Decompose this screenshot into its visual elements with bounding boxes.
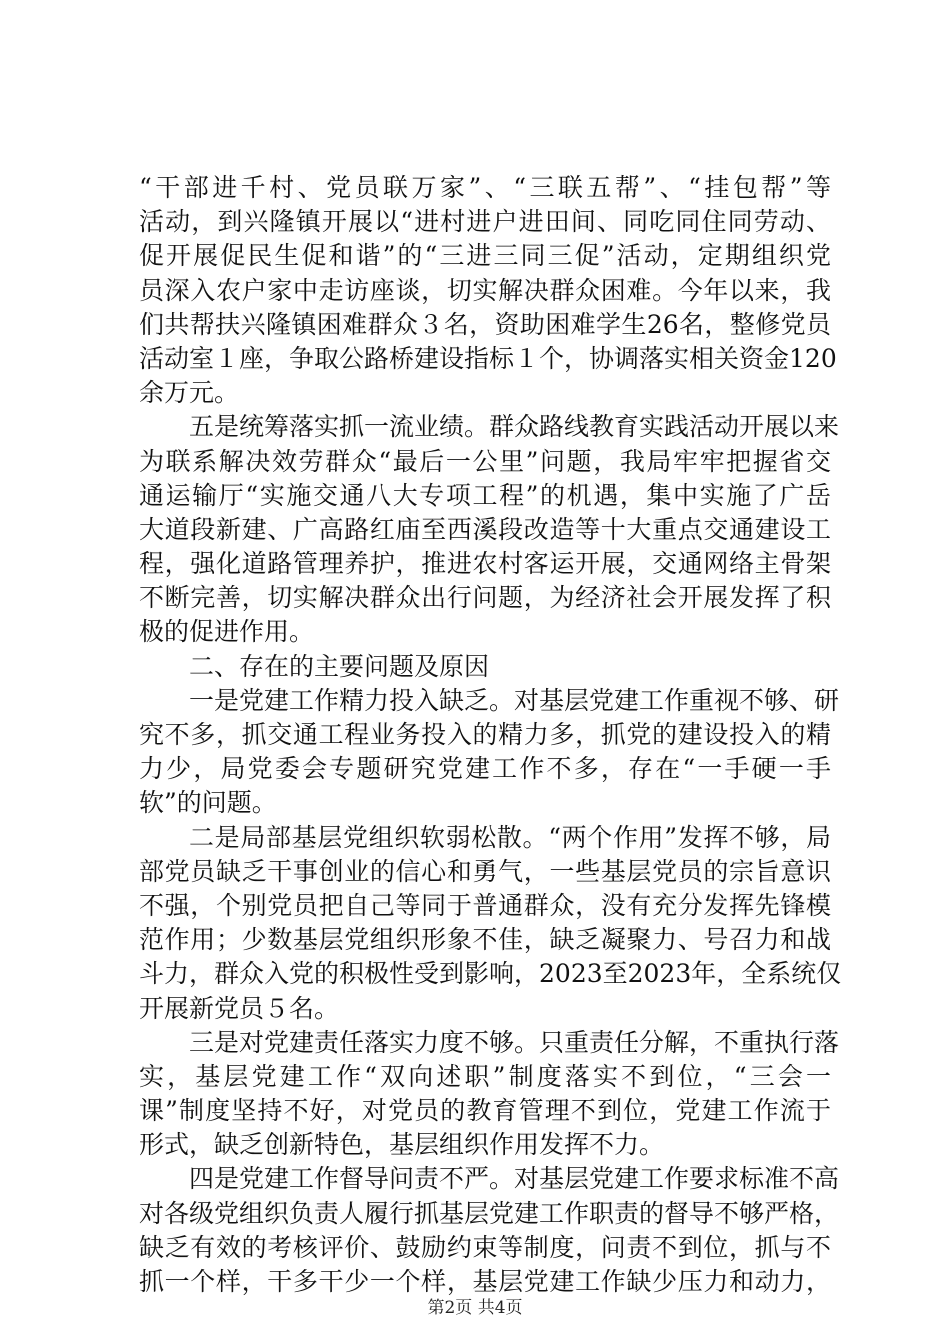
text-line: 余万元。 xyxy=(139,378,240,408)
text-line: 软”的问题。 xyxy=(139,788,277,818)
text-line: 不断完善，切实解决群众出行问题，为经济社会开展发挥了积 xyxy=(139,583,831,613)
text-line: 开展新党员５名。 xyxy=(139,993,340,1023)
text-line: 力少，局党委会专题研究党建工作不多，存在“一手硬一手 xyxy=(139,754,831,784)
text-line: 缺乏有效的考核评价、鼓励约束等制度，问责不到位，抓与不 xyxy=(139,1232,831,1262)
paragraph-first-line: 二是局部基层党组织软弱松散。“两个作用”发挥不够，局 xyxy=(189,822,831,852)
document-body xyxy=(139,171,842,1299)
text-line: 程，强化道路管理养护，推进农村客运开展，交通网络主骨架 xyxy=(139,549,831,579)
text-line: 活动，到兴隆镇开展以“进村进户进田间、同吃同住同劳动、 xyxy=(139,207,831,237)
text-line: 实，基层党建工作“双向述职”制度落实不到位，“三会一 xyxy=(139,1061,831,1091)
paragraph-first-line: 三是对党建责任落实力度不够。只重责任分解，不重执行落 xyxy=(189,1027,840,1057)
text-line: 究不多，抓交通工程业务投入的精力多，抓党的建设投入的精 xyxy=(139,720,831,749)
text-line: 极的促进作用。 xyxy=(139,617,315,647)
text-line: 促开展促民生促和谐”的“三进三同三促”活动，定期组织党 xyxy=(139,241,831,271)
text-line: 员深入农户家中走访座谈，切实解决群众困难。今年以来，我 xyxy=(139,275,831,305)
text-line: 们共帮扶兴隆镇困难群众３名，资助困难学生26名，整修党员 xyxy=(139,309,831,339)
section-heading: 二、存在的主要问题及原因 xyxy=(189,651,490,681)
page-number-footer: 第2页 共4页 xyxy=(427,1298,523,1318)
text-line: 部党员缺乏干事创业的信心和勇气，一些基层党员的宗旨意识 xyxy=(139,856,831,886)
paragraph-first-line: 一是党建工作精力投入缺乏。对基层党建工作重视不够、研 xyxy=(189,685,840,715)
text-line: “干部进千村、党员联万家”、“三联五帮”、“挂包帮”等 xyxy=(139,173,831,202)
text-line: 范作用；少数基层党组织形象不佳，缺乏凝聚力、号召力和战 xyxy=(139,925,831,955)
text-line: 对各级党组织负责人履行抓基层党建工作职责的督导不够严格， xyxy=(139,1198,840,1228)
text-line: 斗力，群众入党的积极性受到影响，2023至2023年，全系统仅 xyxy=(139,959,842,989)
paragraph-first-line: 四是党建工作督导问责不严。对基层党建工作要求标准不高 xyxy=(189,1164,840,1194)
text-line: 抓一个样，干多干少一个样，基层党建工作缺少压力和动力， xyxy=(139,1267,831,1296)
text-line: 大道段新建、广高路红庙至西溪段改造等十大重点交通建设工 xyxy=(139,514,831,544)
text-line: 形式，缺乏创新特色，基层组织作用发挥不力。 xyxy=(139,1130,665,1160)
text-line: 活动室１座，争取公路桥建设指标１个，协调落实相关资金120 xyxy=(139,343,837,373)
text-line: 通运输厅“实施交通八大专项工程”的机遇，集中实施了广岳 xyxy=(139,480,831,510)
text-line: 课”制度坚持不好，对党员的教育管理不到位，党建工作流于 xyxy=(139,1096,831,1126)
text-line: 为联系解决效劳群众“最后一公里”问题，我局牢牢把握省交 xyxy=(139,446,831,476)
paragraph-first-line: 五是统筹落实抓一流业绩。群众路线教育实践活动开展以来 xyxy=(189,412,840,442)
text-line: 不强，个别党员把自己等同于普通群众，没有充分发挥先锋模 xyxy=(139,890,831,920)
